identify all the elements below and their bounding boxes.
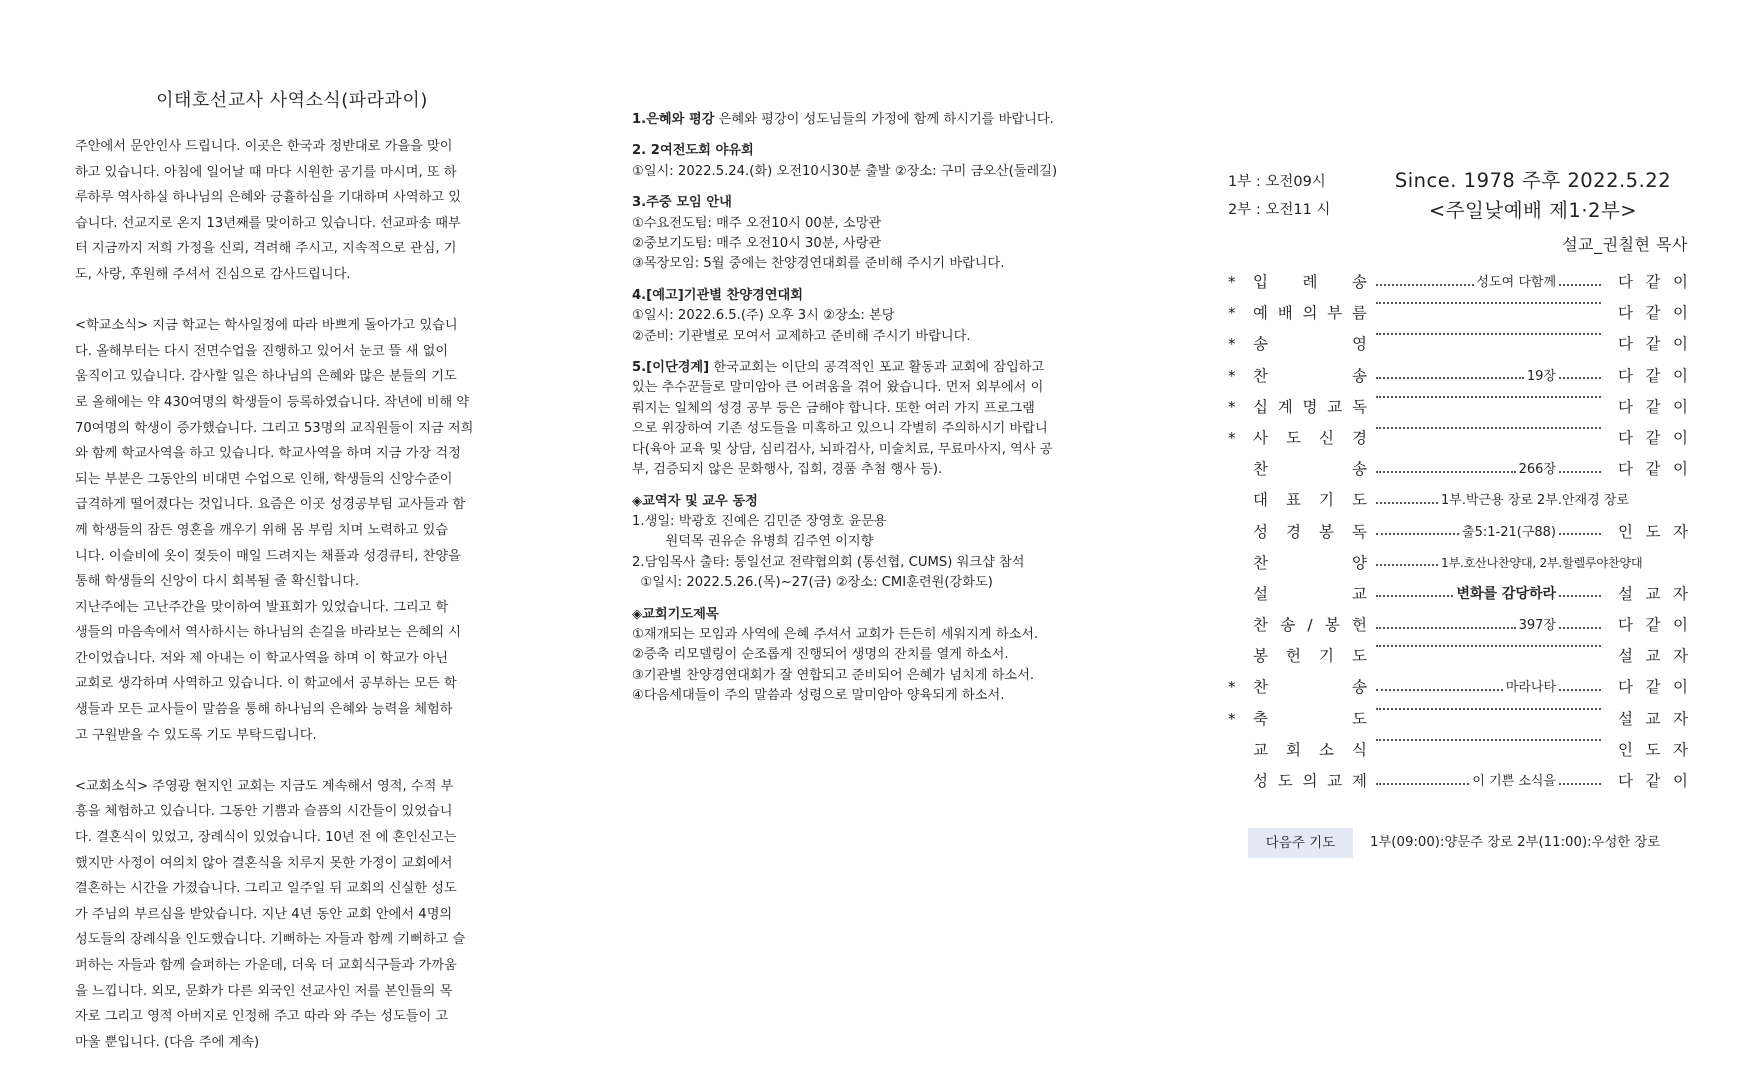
worship-item-label: 사 도 신 경 [1253,428,1367,447]
announcement-title: 5.[이단경계] [632,360,710,376]
next-prayer-label: 다음주 기도 [1248,828,1353,858]
leader-dots [1376,739,1601,741]
leader-dots [1559,284,1601,286]
next-week-prayer [1248,828,1708,858]
announcement-line: ③목장모임: 5월 중에는 찬양경연대회를 준비해 주시기 바랍니다. [632,256,1005,272]
text-line: 께 학생들의 잠든 영혼을 깨우기 위해 몸 부림 치며 노력하고 있습 [75,522,449,538]
worship-item-leader: 1부.박근용 장로 2부.안재경 장로 [1441,493,1629,509]
worship-item-title: 266장 [1518,462,1556,478]
leader-dots [1376,471,1516,473]
worship-item-detail [1376,610,1601,641]
leader-dots [1376,533,1459,535]
worship-item-label: 찬 송 [1253,678,1367,697]
text-line: 루하루 역사하실 하나님의 은혜와 긍휼하심을 기대하며 사역하고 있 [75,190,462,206]
announcement-weekday-meetings [632,193,1122,275]
text-line: 도, 사랑, 후원해 주셔서 진심으로 감사드립니다. [75,266,351,282]
text-line: <학교소식> 지금 학교는 학사일정에 따라 바쁘게 돌아가고 있습니 [75,318,458,334]
text-line: 고 구원받을 수 있도록 기도 부탁드립니다. [75,727,317,743]
leader-dots [1376,284,1474,286]
announcement-prayer-topics [632,605,1122,707]
leader-dots [1559,595,1601,597]
text-line: 주안에서 문안인사 드립니다. 이곳은 한국과 정반대로 가을을 맞이 [75,139,453,154]
text-line: 생들과 모든 교사들이 말씀을 통해 하나님의 은혜와 능력을 체험하 [75,702,453,718]
worship-item [1228,298,1688,329]
worship-item-detail [1376,517,1601,548]
worship-item-label: 설 교 [1253,584,1367,603]
school-news-paragraph [62,313,522,748]
text-line: 결혼하는 시간을 가졌습니다. 그리고 일주일 뒤 교회의 신실한 성도 [75,881,457,897]
announcement-line: ②중보기도팀: 매주 오전10시 30분, 사랑관 [632,236,882,252]
worship-item-label: 입 례 송 [1253,273,1367,291]
announcement-grace [632,110,1122,130]
leader-dots [1376,595,1453,597]
greeting-paragraph [62,134,522,288]
leader-dots [1376,427,1601,429]
leader-dots [1559,377,1601,379]
worship-item-label: 송 영 [1253,335,1367,354]
worship-item-leader: 다 같 이 [1618,616,1688,635]
announcement-title: 1.은혜와 평강 [632,112,715,127]
worship-item-label: 예 배 의 부 름 [1253,304,1367,323]
announcement-line: 으로 위장하여 기존 성도들을 미혹하고 있으니 각별히 주의하시기 바랍니 [632,421,1048,437]
worship-item-detail [1376,485,1688,516]
text-line: 다. 결혼식이 있었고, 장례식이 있었습니다. 10년 전 에 혼인신고는 [75,830,457,846]
worship-item-leader: 다 같 이 [1618,304,1688,323]
announcement-text: 은혜와 평강이 성도님들의 가정에 함께 하시기를 바랍니다. [714,112,1054,127]
leader-dots [1376,689,1503,691]
worship-item [1228,672,1688,703]
announcement-member-news [632,492,1122,594]
announcement-praise-contest [632,286,1122,347]
worship-item-leader: 다 같 이 [1618,335,1688,354]
worship-item [1228,641,1688,672]
worship-item-title: 변화를 감당하라 [1456,585,1556,602]
worship-item-leader: 인 도 자 [1618,522,1688,541]
announcement-line: ①수요전도팀: 매주 오전10시 00분, 소망관 [632,215,882,231]
worship-item-label: 봉 헌 기 도 [1253,647,1367,666]
leader-dots [1376,783,1469,785]
text-line: 자로 그리고 영적 아버지로 인정해 주고 따라 와 주는 성도들이 고 [75,1009,449,1025]
standing-mark: * [1228,366,1236,385]
leader-dots [1376,302,1601,304]
text-line: 지난주에는 고난주간을 맞이하여 발표회가 있었습니다. 그리고 학 [75,599,449,615]
worship-item-leader: 다 같 이 [1618,772,1688,790]
announcement-line: 2.담임목사 출타: 통일선교 전략협의회 (통선협, CUMS) 워크샵 참석 [632,554,1025,570]
worship-item [1228,267,1688,298]
next-prayer-names: 1부(09:00):양문주 장로 2부(11:00):우성한 장로 [1370,835,1661,850]
worship-item-detail [1376,423,1601,429]
church-news-paragraph [62,774,522,1056]
worship-item-detail [1376,641,1601,647]
leader-dots [1376,333,1601,335]
leader-dots [1376,564,1438,566]
standing-mark: * [1228,397,1236,416]
worship-item-label: 성 도 의 교 제 [1253,772,1367,790]
text-line: 와 함께 학교사역을 하고 있습니다. 학교사역을 하며 지금 가장 걱정 [75,446,461,462]
worship-item [1228,392,1688,423]
worship-item [1228,329,1688,360]
leader-dots [1376,645,1601,647]
worship-item-leader: 설 교 자 [1618,584,1688,603]
worship-item-detail [1376,672,1601,703]
worship-item-title: 이 기쁜 소식을 [1472,774,1556,789]
announcement-line: ②준비: 기관별로 모여서 교제하고 준비해 주시기 바랍니다. [632,328,971,344]
worship-item-leader: 다 같 이 [1618,428,1688,447]
announcements-column [632,110,1122,718]
worship-item [1228,423,1688,454]
announcement-line: 부, 검증되지 않은 문화행사, 집회, 경품 추첨 행사 등). [632,462,943,478]
worship-item-label: 찬 양 [1253,553,1367,572]
worship-item-detail [1376,735,1601,741]
worship-item [1228,485,1688,516]
worship-item-label: 십 계 명 교 독 [1253,397,1367,416]
worship-item-detail [1376,454,1601,485]
announcement-line: ①일시: 2022.5.24.(화) 오전10시30분 출발 ②장소: 구미 금오산(둘레길) [632,163,1058,179]
announcement-title: ◈교회기도제목 [632,606,719,622]
announcement-title: ◈교역자 및 교우 동정 [632,493,758,509]
worship-item-leader: 다 같 이 [1618,366,1688,385]
text-line: 퍼하는 자들과 함께 슬퍼하는 가운데, 더욱 더 교회식구들과 가까움 [75,958,457,973]
missionary-news-title: 이태호선교사 사역소식(파라과이) [156,90,428,111]
worship-item-label: 성 경 봉 독 [1253,522,1367,541]
worship-item-detail [1376,361,1601,392]
leader-dots [1559,627,1601,629]
text-line: 70여명의 학생이 증가했습니다. 그리고 53명의 교직원들이 지금 저희 [75,420,474,436]
standing-mark: * [1228,709,1236,728]
worship-item-title: 성도여 다함께 [1476,275,1556,290]
worship-item-label: 찬 송 [1253,460,1367,479]
announcement-line: 원덕목 권유순 유병희 김주연 이지향 [632,534,874,550]
text-line: 성도들의 장례식을 인도했습니다. 기뻐하는 자들과 함께 기뻐하고 슬 [75,932,466,948]
missionary-news-column [62,86,522,1081]
text-line: 했지만 사정이 여의치 않아 결혼식을 치루지 못한 가정이 교회에서 [75,855,453,871]
announcement-heresy-warning [632,358,1122,480]
standing-mark: * [1228,428,1236,447]
announcement-title: 4.[예고]기관별 찬양경연대회 [632,287,803,303]
text-line: 니다. 이슬비에 옷이 젖듯이 매일 드려지는 채플과 성경큐티, 찬양을 [75,548,461,564]
announcement-line: 다(육아 교육 및 상담, 심리검사, 뇌파검사, 미술치료, 무료마사지, 역사 공 [632,441,1053,457]
order-of-worship [1228,267,1688,797]
worship-item-title: 출5:1-21(구88) [1462,524,1556,540]
worship-item-leader: 다 같 이 [1618,397,1688,416]
worship-item-label: 찬 송 [1253,366,1367,385]
worship-item [1228,517,1688,548]
announcement-line: ③기관별 찬양경연대회가 잘 연합되고 준비되어 은혜가 넘치게 하소서. [632,667,1035,683]
worship-item-leader: 1부.호산나찬양대, 2부.할렐루야찬양대 [1441,555,1643,570]
text-line: 로 올해에는 약 430여명의 학생들이 등록하였습니다. 작년에 비해 약 [75,394,470,410]
leader-dots [1376,708,1601,710]
text-line: 다. 올해부터는 다시 전면수업을 진행하고 있어서 눈코 뜰 새 없이 [75,343,449,359]
announcement-line: ②증축 리모델링이 순조롭게 진행되어 생명의 잔치를 열게 하소서. [632,647,1009,663]
leader-dots [1559,471,1601,473]
bulletin-header [1383,166,1683,226]
worship-item-title: 마라나타 [1505,680,1556,696]
announcement-line: 1.생일: 박광호 진예은 김민준 장영호 윤문용 [632,513,887,529]
leader-dots [1559,689,1601,691]
announcement-title: 2. 2여전도회 야유회 [632,143,754,159]
text-line: 하고 있습니다. 아침에 일어날 때 마다 시원한 공기를 마시며, 또 하 [75,164,457,180]
leader-dots [1376,502,1438,504]
since-date: Since. 1978 주후 2022.5.22 [1394,169,1672,192]
text-line: 을 느낍니다. 외모, 문화가 다른 외국인 선교사인 저를 본인들의 목 [75,983,453,999]
leader-dots [1559,533,1601,535]
worship-item [1228,610,1688,641]
leader-dots [1376,627,1516,629]
text-line: 마울 뿐입니다. (다음 주에 계속) [75,1034,260,1050]
worship-item-leader: 인 도 자 [1618,740,1688,759]
worship-item [1228,361,1688,392]
worship-item-detail [1376,704,1601,710]
worship-item-detail [1376,267,1601,298]
worship-item-label: 찬 송 / 봉 헌 [1253,616,1367,635]
worship-item [1228,579,1688,610]
standing-mark: * [1228,678,1236,697]
announcement-line: ④다음세대들이 주의 말씀과 성령으로 말미암아 양육되게 하소서. [632,688,1005,704]
worship-item-detail [1376,766,1601,797]
service-time-1: 1부 : 오전09시 [1228,174,1326,190]
announcement-line: 한국교회는 이단의 공격적인 포교 활동과 교회에 잠입하고 [709,360,1045,376]
text-line: 교회로 생각하며 사역하고 있습니다. 이 학교에서 공부하는 모든 학 [75,676,457,692]
worship-item-label: 축 도 [1253,709,1367,728]
worship-item-label: 대 표 기 도 [1253,491,1367,510]
service-times [1228,168,1330,224]
text-line: 간이었습니다. 저와 제 아내는 이 학교사역을 하며 이 학교가 아닌 [75,650,449,666]
standing-mark: * [1228,273,1236,291]
worship-item [1228,735,1688,766]
announcement-line: ①일시: 2022.5.26.(목)~27(금) ②장소: CMI훈련원(강화도) [632,575,993,591]
standing-mark: * [1228,335,1236,354]
standing-mark: * [1228,304,1236,323]
worship-item-detail [1376,392,1601,398]
worship-item-leader: 다 같 이 [1618,273,1688,291]
worship-item-label: 교 회 소 식 [1253,740,1367,759]
worship-item [1228,766,1688,797]
worship-item [1228,704,1688,735]
text-line: 통해 학생들의 신앙이 다시 회복될 줄 확신합니다. [75,574,360,590]
leader-dots [1376,377,1524,379]
announcement-line: ①일시: 2022.6.5.(주) 오후 3시 ②장소: 본당 [632,308,895,324]
worship-item-leader: 다 같 이 [1618,678,1688,697]
worship-item-detail [1376,329,1601,335]
worship-item-detail [1376,548,1688,579]
preacher: 설교_권칠현 목사 [1562,235,1688,254]
worship-item-leader: 설 교 자 [1618,709,1688,728]
service-time-2: 2부 : 오전11 시 [1228,202,1331,218]
text-line: 흥을 체험하고 있습니다. 그동안 기쁨과 슬픔의 시간들이 있었습니 [75,804,453,820]
worship-item [1228,454,1688,485]
text-line: 터 지금까지 저희 가정을 신뢰, 격려해 주시고, 지속적으로 관심, 기 [75,241,457,257]
text-line: 되는 부분은 그동안의 비대면 수업으로 인해, 학생들의 신앙수준이 [75,471,453,487]
text-line: 생들의 마음속에서 역사하시는 하나님의 손길을 바라보는 은혜의 시 [75,625,462,641]
worship-item-leader: 설 교 자 [1618,647,1688,666]
worship-item-title: 397장 [1518,618,1556,634]
text-line: 움직이고 있습니다. 감사할 일은 하나님의 은혜와 많은 분들의 기도 [75,369,457,385]
announcement-title: 3.주중 모임 안내 [632,195,732,211]
text-line: 습니다. 선교지로 온지 13년째를 맞이하고 있습니다. 선교파송 때부 [75,215,461,231]
worship-item-detail [1376,579,1601,610]
worship-item-title: 19장 [1526,368,1556,384]
leader-dots [1559,783,1601,785]
worship-item [1228,548,1688,579]
announcement-picnic [632,141,1122,182]
service-title: <주일낮예배 제1·2부> [1428,199,1638,222]
worship-item-leader: 다 같 이 [1618,460,1688,479]
announcement-line: ①재개되는 모임과 사역에 은혜 주셔서 교회가 든든히 세워지게 하소서. [632,626,1039,642]
announcement-line: 뤄지는 일체의 성경 공부 등은 금해야 합니다. 또한 여러 가지 프로그램 [632,400,1035,416]
text-line: <교회소식> 주영광 현지인 교회는 지금도 계속해서 영적, 수적 부 [75,778,454,794]
text-line: 가 주님의 부르심을 받았습니다. 지난 4년 동안 교회 안에서 4명의 [75,906,453,922]
text-line: 급격하게 떨어졌다는 것입니다. 요즘은 이곳 성경공부팀 교사들과 함 [75,497,466,513]
leader-dots [1376,396,1601,398]
worship-item-detail [1376,298,1601,304]
announcement-line: 있는 추수꾼들로 말미암아 큰 어려움을 겪어 왔습니다. 먼저 외부에서 이 [632,380,1044,396]
